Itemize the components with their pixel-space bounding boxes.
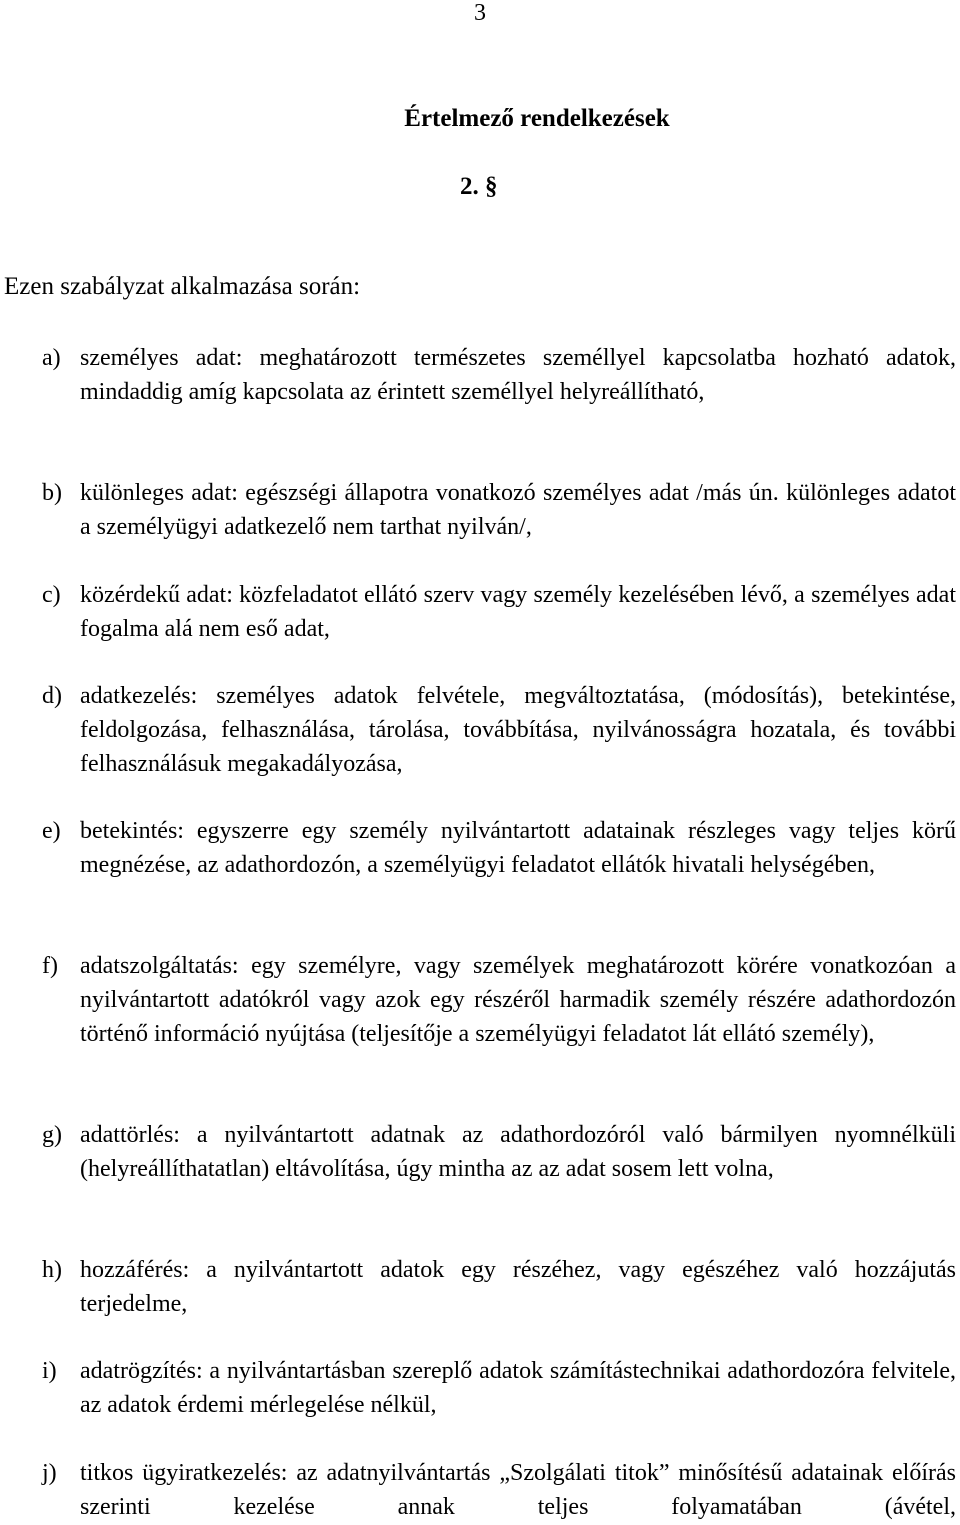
item-label: g) [42,1122,62,1148]
definition-item-i [42,1354,956,1422]
item-label: e) [42,818,61,844]
item-label: a) [42,345,61,371]
item-label: f) [42,953,58,979]
definition-item-a [42,341,956,409]
item-label: h) [42,1257,62,1283]
document-title: Értelmező rendelkezések [404,105,670,132]
definition-item-j [42,1456,956,1524]
item-text: betekintés: egyszerre egy személy nyilvántartott adatainak részleges vagy teljes körű megnézése, az adathordozón, a személyügyi feladatot ellátók hivatali helységében, [80,818,956,878]
item-text: adattörlés: a nyilvántartott adatnak az adathordozóról való bármilyen nyomnélküli (helyreállíthatatlan) eltávolítása, úgy mintha az az adat sosem lett volna, [80,1122,956,1182]
item-label: c) [42,582,61,608]
item-text: személyes adat: meghatározott természetes személlyel kapcsolatba hozható adatok, mindaddig amíg kapcsolata az érintett személlyel helyreállítható, [80,345,956,405]
section-heading: 2. § [460,173,498,200]
definition-item-e [42,814,956,882]
item-label: d) [42,683,62,709]
item-text: adatkezelés: személyes adatok felvétele, megváltoztatása, (módosítás), betekintése, feldolgozása, felhasználása, tárolása, továbbítása, nyilvánosságra hozatala, és további felhasználásuk megakadályozása, [80,683,956,777]
item-label: j) [42,1460,57,1486]
definition-item-g [42,1118,956,1186]
item-text: titkos ügyiratkezelés: az adatnyilvántartás „Szolgálati titok” minősítésű adatainak előírás szerinti kezelése annak teljes folyamatában (ávétel, [80,1460,956,1520]
intro-text: Ezen szabályzat alkalmazása során: [4,273,361,300]
definition-item-f [42,949,956,1051]
item-label: i) [42,1358,57,1384]
definition-item-d [42,679,956,781]
definition-item-c [42,578,956,646]
definition-item-b [42,476,956,544]
item-label: b) [42,480,62,506]
item-text: adatszolgáltatás: egy személyre, vagy személyek meghatározott körére vonatkozóan a nyilvántartott adatókról vagy azok egy részéről harmadik személy részére adathordozón történő információ nyújtása (teljesítője a személyügyi feladatot lát ellátó személy), [80,953,956,1047]
page-number: 3 [474,0,486,26]
item-text: különleges adat: egészségi állapotra vonatkozó személyes adat /más ún. különleges adatot a személyügyi adatkezelő nem tarthat nyilván/, [80,480,956,540]
item-text: adatrögzítés: a nyilvántartásban szereplő adatok számítástechnikai adathordozóra felvitele, az adatok érdemi mérlegelése nélkül, [80,1358,956,1418]
item-text: hozzáférés: a nyilvántartott adatok egy részéhez, vagy egészéhez való hozzájutás terjedelme, [80,1257,956,1317]
item-text: közérdekű adat: közfeladatot ellátó szerv vagy személy kezelésében lévő, a személyes adat fogalma alá nem eső adat, [80,582,956,642]
definition-item-h [42,1253,956,1321]
